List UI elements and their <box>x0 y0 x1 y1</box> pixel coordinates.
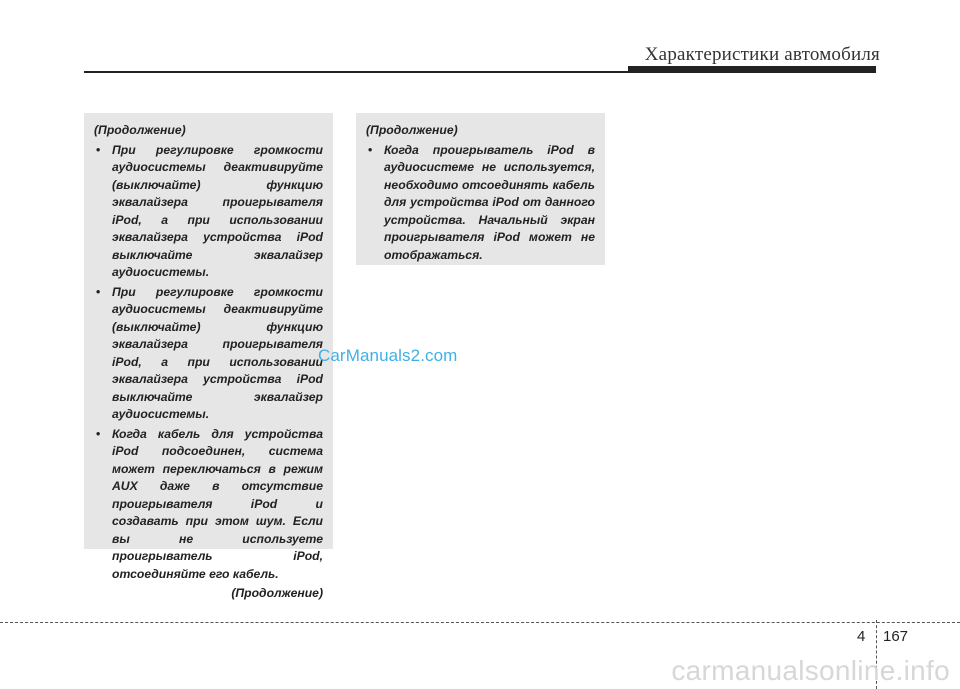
bullet-icon: • <box>368 142 373 157</box>
note-box-right <box>356 113 605 265</box>
page-header: Характеристики автомобиля <box>644 44 880 65</box>
watermark-link[interactable]: CarManuals2.com <box>318 346 458 365</box>
footer-dashed-rule <box>0 622 960 623</box>
continued-head: (Продолжение) <box>366 123 458 137</box>
page-number: 167 <box>883 628 909 645</box>
header-rule-thick <box>628 66 876 73</box>
list-item-text: Когда кабель для устройства iPod подсоединен, система может переключаться в режим AUX даже в отсутствие проигрывателя iPod и создавать при этом шум. Если вы не используете проигрыватель iPod, отсоединяйте его кабель. <box>112 426 323 581</box>
list-item-text: При регулировке громкости аудиосистемы деактивируйте (выключайте) функцию эквалайзера проигрывателя iPod, а при использовании эквалайзера устройства iPod выключайте эквалайзер аудиосистемы. <box>112 142 323 279</box>
list-item <box>94 284 323 424</box>
list-item <box>94 426 323 584</box>
page-chapter: 4 <box>857 628 866 645</box>
list-item-text: Когда проигрыватель iPod в аудиосистеме не используется, необходимо отсоединять кабель для устройства iPod от данного устройства. Начальный экран проигрывателя iPod может не отображаться. <box>384 142 595 262</box>
list-item-text: При регулировке громкости аудиосистемы деактивируйте (выключайте) функцию эквалайзера проигрывателя iPod, а при использовании эквалайзера устройства iPod выключайте эквалайзер аудиосистемы. <box>112 284 323 421</box>
continued-tail: (Продолжение) <box>231 586 323 600</box>
bullet-icon: • <box>96 284 101 299</box>
continued-head: (Продолжение) <box>94 123 186 137</box>
list-item <box>94 142 323 282</box>
list-item <box>366 142 595 265</box>
bullet-list <box>366 142 595 265</box>
bullet-list <box>94 142 323 584</box>
header-rule-thin <box>84 71 628 73</box>
footer-watermark: carmanualsonline.info <box>671 655 950 686</box>
bullet-icon: • <box>96 142 101 157</box>
bullet-icon: • <box>96 426 101 441</box>
note-box-left <box>84 113 333 600</box>
